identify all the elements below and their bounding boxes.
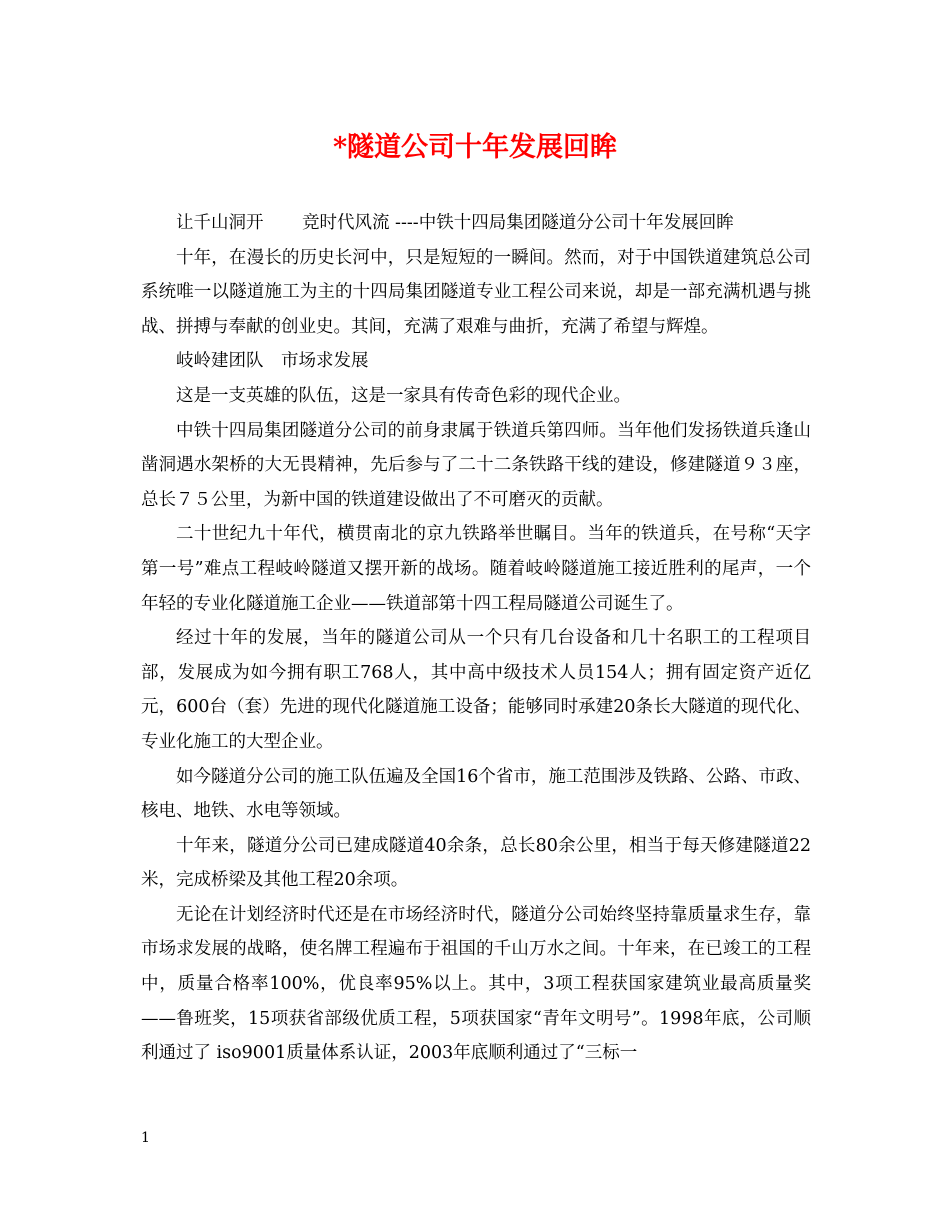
document-body [141, 206, 811, 1071]
paragraph: 这是一支英雄的队伍，这是一家具有传奇色彩的现代企业。 [176, 385, 631, 406]
paragraph: 如今隧道分公司的施工队伍遍及全国16个省市，施工范围涉及铁路、公路、市政、核电、地铁、水电等领域。 [141, 766, 811, 822]
paragraph: 十年来，隧道分公司已建成隧道40余条，总长80余公里，相当于每天修建隧道22米，完成桥梁及其他工程20余项。 [141, 835, 811, 891]
paragraph: 无论在计划经济时代还是在市场经济时代，隧道分公司始终坚持靠质量求生存，靠市场求发展的战略，使名牌工程遍布于祖国的千山万水之间。十年来，在已竣工的工程中，质量合格率100%，优良率95%以上。其中，3项工程获国家建筑业最高质量奖——鲁班奖，15项获省部级优质工程，5项获国家“青年文明号”。1998年底，公司顺利通过了 iso9001质量体系认证，2003年底顺利通过了“三标一 [141, 904, 811, 1064]
subtitle-part-1: 让千山洞开 [176, 213, 264, 233]
section-heading [141, 344, 811, 379]
page-number: 1 [141, 1130, 150, 1146]
document-title: *隧道公司十年发展回眸 [332, 132, 618, 163]
section-heading-part-2: 市场求发展 [281, 351, 369, 372]
paragraph: 二十世纪九十年代，横贯南北的京九铁路举世瞩目。当年的铁道兵，在号称“天字第一号”难点工程岐岭隧道又摆开新的战场。随着岐岭隧道施工接近胜利的尾声，一个年轻的专业化隧道施工企业——铁道部第十四工程局隧道公司诞生了。 [141, 524, 811, 614]
subtitle-part-2: 竞时代风流 ----中铁十四局集团隧道分公司十年发展回眸 [302, 213, 734, 233]
paragraph: 经过十年的发展，当年的隧道公司从一个只有几台设备和几十名职工的工程项目部，发展成为如今拥有职工768人，其中高中级技术人员154人；拥有固定资产近亿元，600台（套）先进的现代化隧道施工设备；能够同时承建20条长大隧道的现代化、专业化施工的大型企业。 [141, 628, 811, 752]
paragraph: 中铁十四局集团隧道分公司的前身隶属于铁道兵第四师。当年他们发扬铁道兵逢山凿洞遇水架桥的大无畏精神，先后参与了二十二条铁路干线的建设，修建隧道９３座，总长７５公里，为新中国的铁道建设做出了不可磨灭的贡献。 [141, 420, 811, 510]
section-heading-part-1: 岐岭建团队 [176, 351, 264, 372]
paragraph: 十年，在漫长的历史长河中，只是短短的一瞬间。然而，对于中国铁道建筑总公司系统唯一以隧道施工为主的十四局集团隧道专业工程公司来说，却是一部充满机遇与挑战、拼搏与奉献的创业史。其间，充满了艰难与曲折，充满了希望与辉煌。 [141, 247, 811, 337]
article-subtitle [141, 206, 811, 241]
